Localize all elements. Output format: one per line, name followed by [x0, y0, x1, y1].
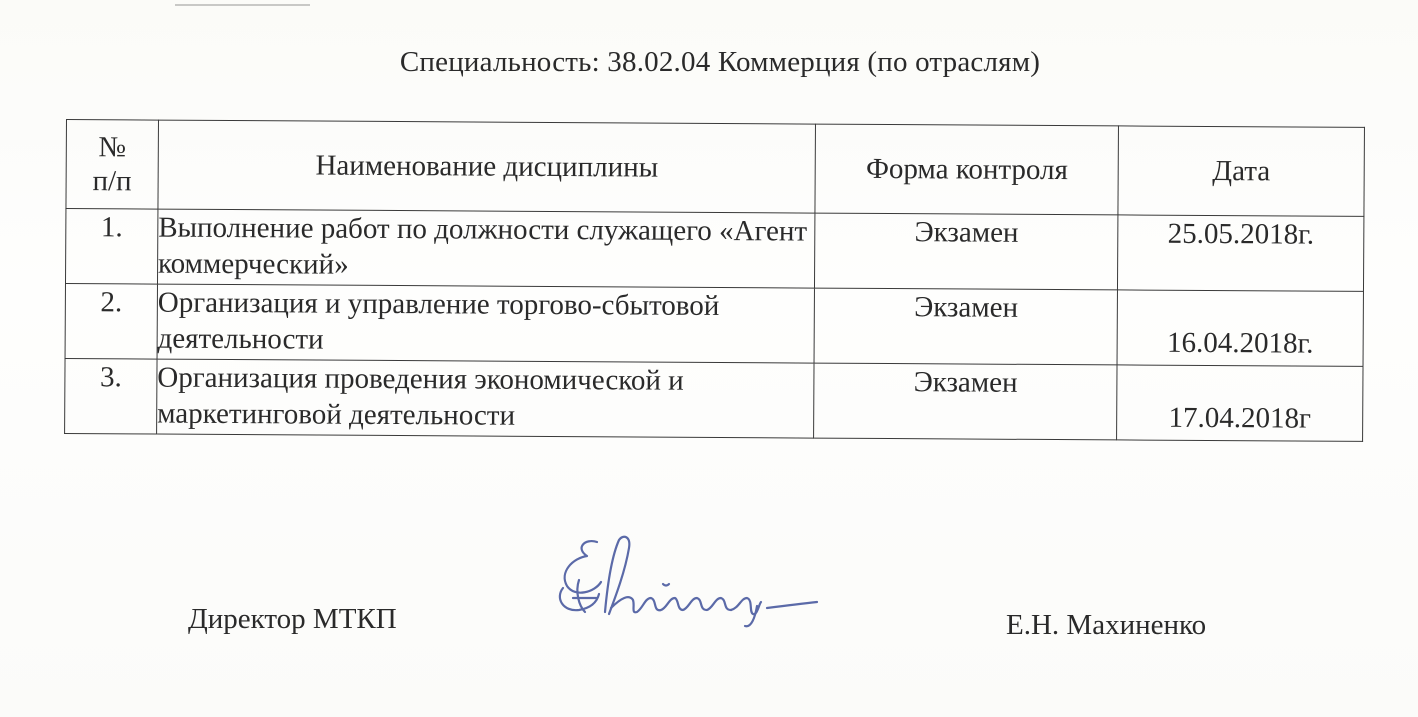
director-title: Директор МТКП: [188, 603, 397, 635]
row-number: 3.: [65, 358, 157, 434]
handwritten-signature-icon: [545, 528, 830, 633]
table-row: [65, 358, 1363, 441]
table-row: [65, 284, 1363, 367]
exam-date: 16.04.2018г.: [1117, 290, 1363, 367]
column-header-number-sign: №: [98, 131, 127, 164]
column-header-number-abbr: п/п: [92, 165, 132, 198]
header-row: [66, 120, 1365, 217]
exam-date: 25.05.2018г.: [1118, 215, 1364, 292]
director-name: Е.Н. Махиненко: [1006, 609, 1207, 641]
exam-date: 17.04.2018г: [1117, 365, 1363, 442]
table-row: [65, 209, 1363, 292]
control-form: Экзамен: [815, 213, 1118, 290]
table-body: [65, 209, 1364, 442]
column-header-date: Дата: [1118, 126, 1364, 217]
row-number: 2.: [65, 284, 157, 360]
specialty-heading: Специальность: 38.02.04 Коммерция (по отраслям): [399, 46, 1041, 78]
row-number: 1.: [65, 209, 157, 285]
cut-off-top-text: [175, 0, 310, 6]
control-form: Экзамен: [814, 363, 1117, 440]
discipline-name: Организация проведения экономической и маркетинговой деятельности: [156, 359, 814, 438]
disciplines-table: [64, 119, 1365, 442]
control-form: Экзамен: [814, 288, 1117, 365]
column-header-form: Форма контроля: [815, 124, 1118, 215]
table-header: [66, 120, 1365, 217]
discipline-name: Выполнение работ по должности служащего «Агент коммерческий»: [157, 209, 815, 288]
signature-strokes: [560, 537, 817, 627]
discipline-name: Организация и управление торгово-сбытовой деятельности: [157, 284, 815, 363]
column-header-number: [66, 120, 158, 210]
column-header-name: Наименование дисциплины: [158, 120, 816, 213]
